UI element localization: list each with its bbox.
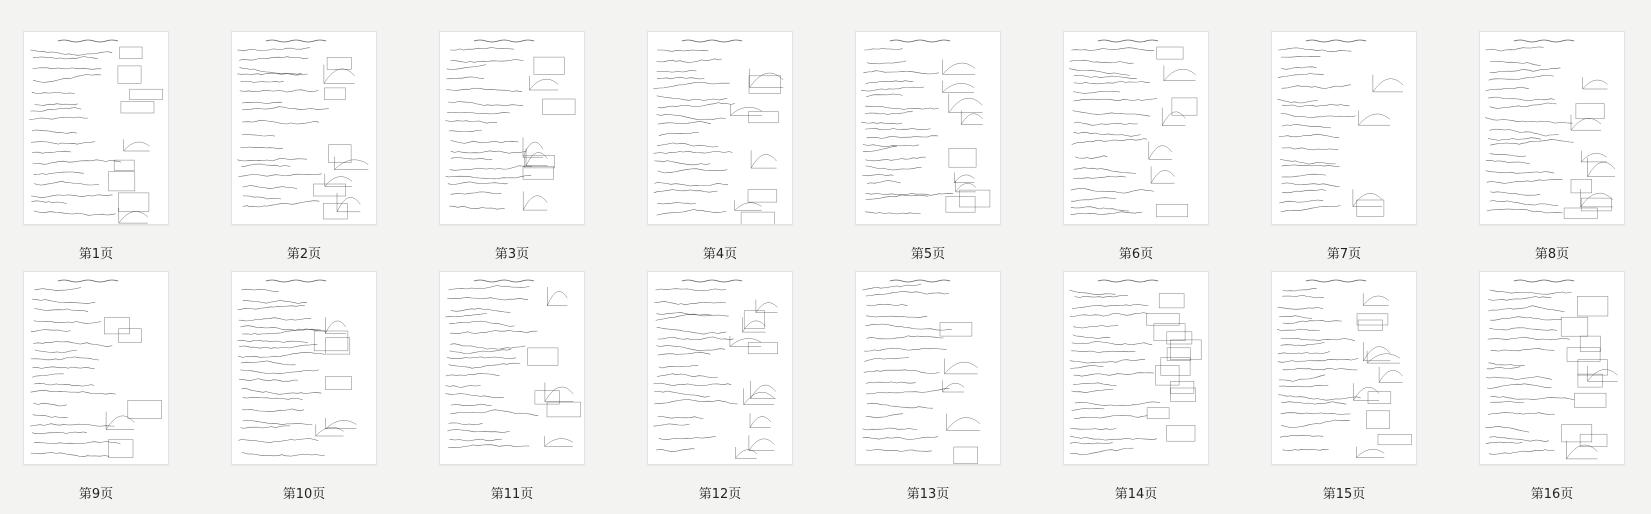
page-label: 第1页 [78,247,114,262]
page-thumbnail-5[interactable] [856,32,1000,262]
handwritten-notes-image [24,32,168,224]
handwritten-notes-image [232,272,376,464]
page-thumbnail-6[interactable] [1064,32,1208,262]
page-thumbnail-1[interactable] [24,32,168,262]
handwritten-notes-image [1480,272,1624,464]
page-label: 第14页 [1114,487,1158,502]
handwritten-notes-image [1272,32,1416,224]
page-preview [440,32,584,224]
page-label: 第15页 [1322,487,1366,502]
page-thumbnail-13[interactable] [856,272,1000,502]
handwritten-notes-image [440,32,584,224]
page-thumbnail-15[interactable] [1272,272,1416,502]
page-thumbnail-8[interactable] [1480,32,1624,262]
page-preview [232,32,376,224]
page-label: 第3页 [494,247,530,262]
page-thumbnail-12[interactable] [648,272,792,502]
page-label: 第13页 [906,487,950,502]
page-thumbnail-14[interactable] [1064,272,1208,502]
page-preview [24,272,168,464]
page-preview [1064,32,1208,224]
page-label: 第5页 [910,247,946,262]
page-label: 第9页 [78,487,114,502]
page-thumbnail-4[interactable] [648,32,792,262]
page-preview [1272,272,1416,464]
handwritten-notes-image [1064,32,1208,224]
page-label: 第10页 [282,487,326,502]
handwritten-notes-image [232,32,376,224]
page-preview [1480,272,1624,464]
page-label: 第2页 [286,247,322,262]
page-label: 第11页 [490,487,534,502]
page-preview [232,272,376,464]
page-thumbnail-9[interactable] [24,272,168,502]
handwritten-notes-image [648,272,792,464]
page-preview [648,272,792,464]
page-preview [856,272,1000,464]
page-thumbnail-3[interactable] [440,32,584,262]
handwritten-notes-image [440,272,584,464]
page-thumbnail-7[interactable] [1272,32,1416,262]
handwritten-notes-image [856,32,1000,224]
page-label: 第8页 [1534,247,1570,262]
handwritten-notes-image [856,272,1000,464]
handwritten-notes-image [1272,272,1416,464]
page-thumbnail-2[interactable] [232,32,376,262]
page-label: 第7页 [1326,247,1362,262]
page-preview [24,32,168,224]
handwritten-notes-image [24,272,168,464]
handwritten-notes-image [648,32,792,224]
page-thumbnail-16[interactable] [1480,272,1624,502]
page-preview [1480,32,1624,224]
handwritten-notes-image [1480,32,1624,224]
page-preview [1064,272,1208,464]
handwritten-notes-image [1064,272,1208,464]
page-preview [856,32,1000,224]
page-label: 第4页 [702,247,738,262]
page-label: 第16页 [1530,487,1574,502]
page-label: 第6页 [1118,247,1154,262]
page-label: 第12页 [698,487,742,502]
page-preview [648,32,792,224]
page-thumbnail-10[interactable] [232,272,376,502]
page-preview [1272,32,1416,224]
page-preview [440,272,584,464]
page-thumbnail-11[interactable] [440,272,584,502]
